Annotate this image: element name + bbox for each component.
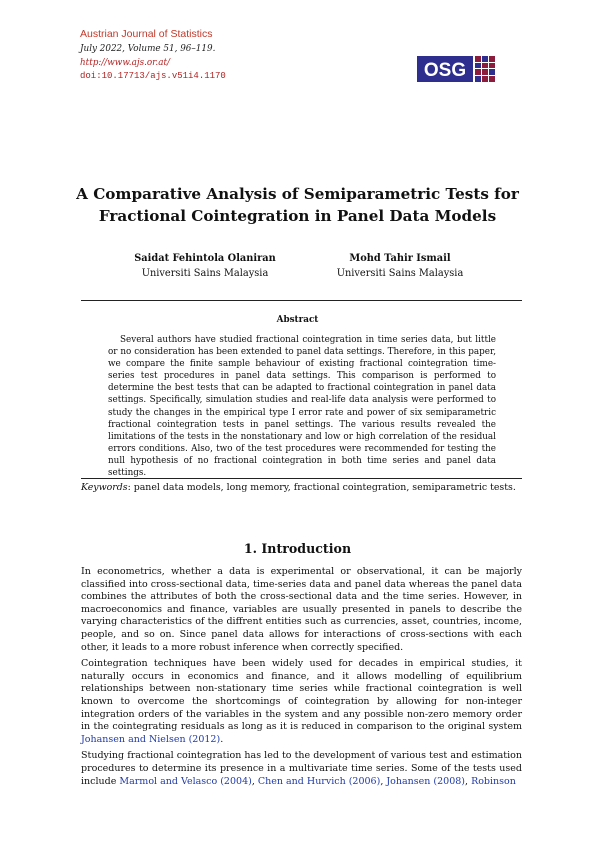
author-block-1	[105, 253, 305, 279]
osg-logo	[417, 56, 495, 82]
abstract-bottom-rule	[81, 478, 522, 479]
journal-issue: July 2022, Volume 51, 96–119.	[80, 44, 216, 54]
abstract-heading: Abstract	[276, 315, 319, 325]
keywords: Keywords: panel data models, long memory, fractional cointegration, semiparametric tests.	[81, 482, 516, 493]
logo-text: OSG	[423, 60, 467, 81]
abstract-text: Several authors have studied fractional cointegration in time series data, but little or no consideration has been extended to panel data settings. Therefore, in this paper, we compare the finite sample behaviour of existing fractional cointegration time-series test procedures in panel data settings. This comparison is performed to determine the best tests that can be adapted to fractional cointegration in panel data settings. Specifically, simulation studies and real-life data analysis were performed to study the changes in the empirical type I error rate and power of six semiparametric fractional cointegration tests in panel settings. The various results revealed the limitations of the tests in the nonstationary and low or high correlation of the residual errors conditions. Also, two of the test procedures were recommended for testing the null hypothesis of no fractional cointegration in both time series and panel data settings.	[108, 335, 496, 479]
citation-link[interactable]: Johansen and Nielsen (2012)	[81, 733, 221, 745]
citation-link[interactable]: Marmol and Velasco (2004)	[119, 775, 252, 787]
paper-title: A Comparative Analysis of Semiparametric Tests for Fractional Cointegration in Panel Data Models	[76, 185, 519, 225]
paragraph-2-text: Cointegration techniques have been widely used for decades in empirical studies, it naturally occurs in economics and finance, and it allows modelling of equilibrium relationships between non-stationary time series while fractional cointegration is well known to overcome the shortcomings of cointegration by allowing for non-integer integration orders of the variables in the system and any possible non-zero memory order in the cointegrating residuals as long as it is reduced in comparison to the original system	[81, 658, 522, 733]
keywords-list: panel data models, long memory, fractional cointegration, semiparametric tests.	[133, 482, 516, 493]
author-affiliation: Universiti Sains Malaysia	[141, 268, 269, 279]
section-body	[81, 566, 522, 792]
doi-link[interactable]: doi:10.17713/ajs.v51i4.1170	[80, 71, 226, 81]
paragraph-3-text: Studying fractional cointegration has led to the development of various test and estimation procedures to determine its presence in a multivariate time series. Some of the tests used include	[81, 750, 522, 787]
keywords-label: Keywords	[81, 482, 128, 493]
paragraph-3: Studying fractional cointegration has led to the development of various test and estimation procedures to determine its presence in a multivariate time series. Some of the tests used include Marmol and Velasco (2004), Chen and Hurvich (2006), Johansen (2008), Robinson	[81, 750, 522, 787]
paragraph-1: In econometrics, whether a data is experimental or observational, it can be majorly classified into cross-sectional data, time-series data and panel data whereas the panel data combines the attributes of both the cross-sectional data and the time series. However, in macroeconomics and finance, variables are usually presented in panels to describe the varying characteristics of the diffrent entities such as currencies, asset, countries, income, people, and so on. Since panel data allows for interactions of cross-sections with each other, it leads to a more robust inference when correctly specified.	[81, 566, 522, 653]
abstract-top-rule	[81, 300, 522, 301]
journal-name: Austrian Journal of Statistics	[80, 28, 213, 40]
author-name: Saidat Fehintola Olaniran	[134, 253, 276, 264]
citation-link[interactable]: Robinson	[471, 775, 516, 787]
journal-url-link[interactable]: http://www.ajs.or.at/	[80, 58, 170, 68]
citation-link[interactable]: Chen and Hurvich (2006)	[257, 775, 381, 787]
author-name: Mohd Tahir Ismail	[349, 253, 451, 264]
section-heading: 1. Introduction	[243, 541, 352, 556]
author-block-2	[300, 253, 500, 279]
paragraph-2: Cointegration techniques have been widely used for decades in empirical studies, it naturally occurs in economics and finance, and it allows modelling of equilibrium relationships between non-stationary time series while fractional cointegration is well known to overcome the shortcomings of cointegration by allowing for non-integer integration orders of the variables in the system and any possible non-zero memory order in the cointegrating residuals as long as it is reduced in comparison to the original system Johansen and Nielsen (2012).	[81, 658, 522, 745]
author-affiliation: Universiti Sains Malaysia	[336, 268, 464, 279]
citation-link[interactable]: Johansen (2008)	[386, 775, 466, 787]
